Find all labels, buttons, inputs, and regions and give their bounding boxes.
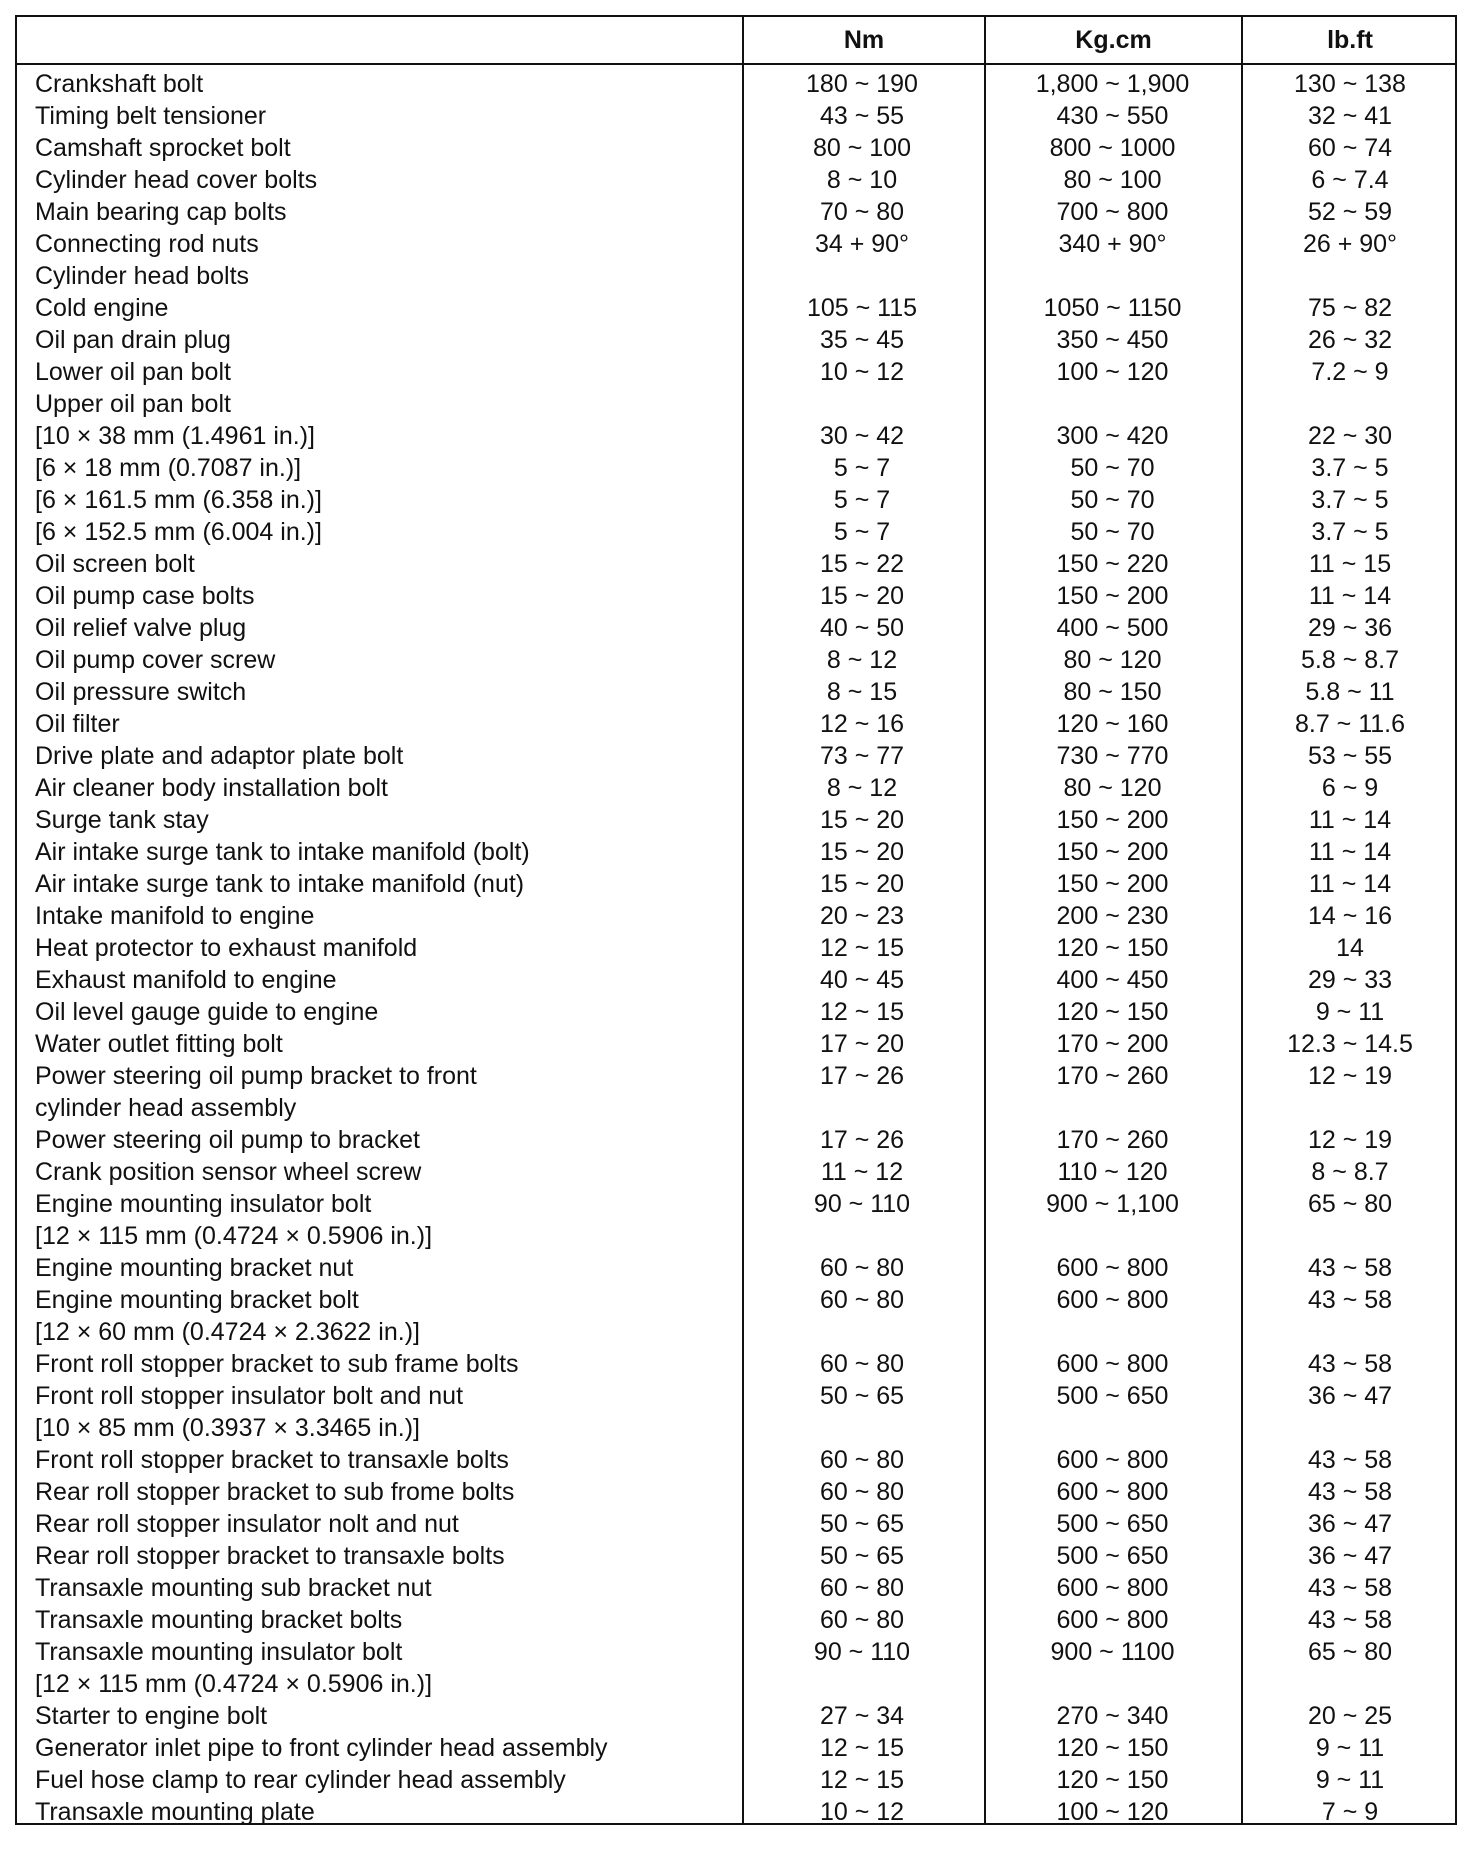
table-row	[17, 1572, 1455, 1604]
cell-lbft: 9 ~ 11	[1315, 1734, 1385, 1762]
cell-lbft	[1243, 1316, 1457, 1348]
cell-item: Cylinder head cover bolts	[35, 166, 318, 194]
cell-lbft: 43 ~ 58	[1307, 1286, 1393, 1314]
table-row	[17, 132, 1455, 164]
cell-item: Oil pressure switch	[35, 678, 247, 706]
cell-nm: 15 ~ 20	[819, 806, 905, 834]
cell-nm: 40 ~ 45	[819, 966, 905, 994]
cell-kgcm: 730 ~ 770	[1056, 742, 1169, 770]
cell-kgcm	[986, 388, 1239, 420]
header-item	[17, 17, 742, 63]
cell-nm: 5 ~ 7	[833, 486, 891, 514]
table-row	[17, 1540, 1455, 1572]
cell-lbft: 60 ~ 74	[1307, 134, 1393, 162]
cell-lbft: 65 ~ 80	[1307, 1638, 1393, 1666]
table-row	[17, 580, 1455, 612]
table-row	[17, 1316, 1455, 1348]
cell-item: Power steering oil pump bracket to front	[35, 1062, 477, 1090]
cell-item: Transaxle mounting plate	[35, 1798, 315, 1826]
cell-lbft: 3.7 ~ 5	[1311, 454, 1389, 482]
cell-item: Water outlet fitting bolt	[35, 1030, 283, 1058]
table-row	[17, 548, 1455, 580]
cell-lbft: 11 ~ 14	[1308, 870, 1392, 898]
cell-kgcm: 600 ~ 800	[1056, 1606, 1169, 1634]
cell-kgcm: 120 ~ 150	[1056, 1766, 1169, 1794]
cell-kgcm: 400 ~ 450	[1056, 966, 1169, 994]
cell-nm: 43 ~ 55	[819, 102, 905, 130]
table-row	[17, 68, 1455, 100]
cell-nm: 30 ~ 42	[819, 422, 905, 450]
cell-item: [12 × 115 mm (0.4724 × 0.5906 in.)]	[35, 1222, 433, 1250]
table-row	[17, 1764, 1455, 1796]
table-row	[17, 1220, 1455, 1252]
table-row	[17, 100, 1455, 132]
cell-item: Front roll stopper insulator bolt and nut	[35, 1382, 464, 1410]
cell-nm: 80 ~ 100	[812, 134, 911, 162]
cell-item: Main bearing cap bolts	[35, 198, 287, 226]
cell-lbft: 9 ~ 11	[1315, 998, 1385, 1026]
cell-kgcm: 500 ~ 650	[1056, 1382, 1169, 1410]
cell-lbft: 8.7 ~ 11.6	[1294, 710, 1406, 738]
cell-lbft: 29 ~ 36	[1307, 614, 1393, 642]
cell-item: Starter to engine bolt	[35, 1702, 268, 1730]
table-row	[17, 868, 1455, 900]
cell-lbft: 43 ~ 58	[1307, 1478, 1393, 1506]
cell-item: Oil pan drain plug	[35, 326, 231, 354]
table-row	[17, 932, 1455, 964]
cell-kgcm: 50 ~ 70	[1070, 486, 1155, 514]
cell-nm: 12 ~ 15	[819, 1766, 905, 1794]
cell-item: Camshaft sprocket bolt	[35, 134, 291, 162]
cell-nm: 17 ~ 20	[819, 1030, 905, 1058]
cell-item: Upper oil pan bolt	[35, 390, 231, 418]
cell-nm: 60 ~ 80	[819, 1478, 905, 1506]
cell-lbft: 43 ~ 58	[1307, 1446, 1393, 1474]
cell-kgcm: 350 ~ 450	[1056, 326, 1169, 354]
cell-lbft: 3.7 ~ 5	[1311, 518, 1389, 546]
cell-kgcm: 430 ~ 550	[1056, 102, 1169, 130]
cell-lbft: 12 ~ 19	[1307, 1126, 1393, 1154]
cell-lbft: 8 ~ 8.7	[1311, 1158, 1389, 1186]
table-row	[17, 1444, 1455, 1476]
cell-nm: 60 ~ 80	[819, 1286, 905, 1314]
table-row	[17, 996, 1455, 1028]
table-row	[17, 420, 1455, 452]
cell-lbft: 11 ~ 14	[1308, 582, 1392, 610]
cell-item: Rear roll stopper bracket to sub frome bolts	[35, 1478, 515, 1506]
cell-item: Oil screen bolt	[35, 550, 195, 578]
cell-lbft	[1243, 1668, 1457, 1700]
cell-nm: 27 ~ 34	[819, 1702, 905, 1730]
cell-kgcm	[986, 260, 1239, 292]
cell-lbft: 36 ~ 47	[1307, 1510, 1393, 1538]
cell-kgcm	[986, 1092, 1239, 1124]
cell-nm	[742, 1316, 982, 1348]
table-row	[17, 964, 1455, 996]
cell-kgcm: 150 ~ 220	[1056, 550, 1169, 578]
table-row	[17, 1796, 1455, 1828]
cell-nm: 11 ~ 12	[820, 1158, 904, 1186]
table-row	[17, 900, 1455, 932]
cell-kgcm: 170 ~ 260	[1056, 1062, 1169, 1090]
table-row	[17, 740, 1455, 772]
cell-kgcm	[986, 1412, 1239, 1444]
cell-kgcm: 600 ~ 800	[1056, 1446, 1169, 1474]
cell-lbft: 11 ~ 15	[1308, 550, 1392, 578]
cell-kgcm: 50 ~ 70	[1070, 454, 1155, 482]
cell-nm: 12 ~ 15	[819, 998, 905, 1026]
table-row	[17, 356, 1455, 388]
cell-nm: 10 ~ 12	[819, 1798, 905, 1826]
table-row	[17, 1604, 1455, 1636]
cell-nm: 8 ~ 12	[826, 774, 898, 802]
cell-item: Crank position sensor wheel screw	[35, 1158, 422, 1186]
table-row	[17, 516, 1455, 548]
table-row	[17, 1124, 1455, 1156]
table-row	[17, 644, 1455, 676]
cell-nm: 5 ~ 7	[833, 518, 891, 546]
cell-nm: 5 ~ 7	[833, 454, 891, 482]
cell-nm: 50 ~ 65	[819, 1382, 905, 1410]
cell-nm: 35 ~ 45	[819, 326, 905, 354]
cell-kgcm: 120 ~ 150	[1056, 1734, 1169, 1762]
cell-kgcm: 170 ~ 200	[1056, 1030, 1169, 1058]
cell-item: [6 × 161.5 mm (6.358 in.)]	[35, 486, 322, 514]
cell-nm: 60 ~ 80	[819, 1254, 905, 1282]
cell-nm: 60 ~ 80	[819, 1350, 905, 1378]
cell-item: [12 × 115 mm (0.4724 × 0.5906 in.)]	[35, 1670, 433, 1698]
cell-item: Engine mounting bracket bolt	[35, 1286, 359, 1314]
table-row	[17, 1156, 1455, 1188]
cell-item: Cold engine	[35, 294, 169, 322]
cell-kgcm: 600 ~ 800	[1056, 1350, 1169, 1378]
table-row	[17, 164, 1455, 196]
table-row	[17, 612, 1455, 644]
cell-item: Exhaust manifold to engine	[35, 966, 337, 994]
cell-lbft: 5.8 ~ 8.7	[1301, 646, 1399, 674]
cell-nm: 60 ~ 80	[819, 1606, 905, 1634]
table-row	[17, 484, 1455, 516]
cell-item: [10 × 38 mm (1.4961 in.)]	[35, 422, 316, 450]
cell-item: Transaxle mounting insulator bolt	[35, 1638, 403, 1666]
cell-item: Transaxle mounting bracket bolts	[35, 1606, 403, 1634]
cell-item: Engine mounting bracket nut	[35, 1254, 354, 1282]
cell-lbft: 53 ~ 55	[1307, 742, 1393, 770]
cell-nm: 15 ~ 22	[819, 550, 905, 578]
cell-kgcm: 150 ~ 200	[1056, 582, 1169, 610]
table-row	[17, 708, 1455, 740]
table-row	[17, 1380, 1455, 1412]
cell-item: Air intake surge tank to intake manifold (nut)	[35, 870, 525, 898]
cell-lbft: 3.7 ~ 5	[1311, 486, 1389, 514]
cell-kgcm: 80 ~ 120	[1063, 646, 1162, 674]
cell-lbft: 43 ~ 58	[1307, 1574, 1393, 1602]
cell-item: [6 × 152.5 mm (6.004 in.)]	[35, 518, 322, 546]
cell-nm	[742, 260, 982, 292]
cell-item: Intake manifold to engine	[35, 902, 315, 930]
cell-kgcm: 500 ~ 650	[1056, 1542, 1169, 1570]
cell-kgcm: 700 ~ 800	[1056, 198, 1169, 226]
table-row	[17, 1348, 1455, 1380]
cell-lbft: 26 + 90°	[1302, 230, 1398, 258]
cell-lbft: 11 ~ 14	[1308, 806, 1392, 834]
cell-lbft: 32 ~ 41	[1307, 102, 1393, 130]
cell-item: Power steering oil pump to bracket	[35, 1126, 420, 1154]
table-row	[17, 1092, 1455, 1124]
cell-kgcm: 600 ~ 800	[1056, 1574, 1169, 1602]
table-row	[17, 1476, 1455, 1508]
cell-kgcm: 340 + 90°	[1058, 230, 1167, 258]
cell-nm: 60 ~ 80	[819, 1446, 905, 1474]
cell-nm: 20 ~ 23	[819, 902, 905, 930]
cell-lbft: 11 ~ 14	[1308, 838, 1392, 866]
cell-nm: 15 ~ 20	[819, 838, 905, 866]
cell-nm	[742, 1668, 982, 1700]
cell-nm: 17 ~ 26	[819, 1126, 905, 1154]
cell-lbft	[1243, 1412, 1457, 1444]
cell-kgcm: 80 ~ 100	[1063, 166, 1162, 194]
cell-item: [6 × 18 mm (0.7087 in.)]	[35, 454, 302, 482]
cell-lbft: 43 ~ 58	[1307, 1254, 1393, 1282]
cell-kgcm: 100 ~ 120	[1056, 1798, 1169, 1826]
cell-kgcm: 80 ~ 120	[1063, 774, 1162, 802]
table-row	[17, 1508, 1455, 1540]
cell-kgcm: 1,800 ~ 1,900	[1035, 70, 1190, 98]
cell-lbft	[1243, 1220, 1457, 1252]
cell-item: Transaxle mounting sub bracket nut	[35, 1574, 432, 1602]
cell-item: Lower oil pan bolt	[35, 358, 231, 386]
table-row	[17, 1700, 1455, 1732]
torque-spec-table	[15, 15, 1457, 1825]
cell-kgcm	[986, 1316, 1239, 1348]
cell-kgcm: 200 ~ 230	[1056, 902, 1169, 930]
table-row	[17, 1668, 1455, 1700]
cell-kgcm: 900 ~ 1100	[1050, 1638, 1175, 1666]
cell-nm: 90 ~ 110	[813, 1190, 911, 1218]
table-row	[17, 1188, 1455, 1220]
cell-lbft: 12.3 ~ 14.5	[1287, 1030, 1413, 1058]
table-row	[17, 388, 1455, 420]
cell-nm: 50 ~ 65	[819, 1542, 905, 1570]
table-row	[17, 676, 1455, 708]
cell-item: Connecting rod nuts	[35, 230, 259, 258]
cell-kgcm: 110 ~ 120	[1057, 1158, 1168, 1186]
cell-kgcm	[986, 1220, 1239, 1252]
cell-lbft: 36 ~ 47	[1307, 1382, 1393, 1410]
cell-item: Crankshaft bolt	[35, 70, 204, 98]
cell-item: Drive plate and adaptor plate bolt	[35, 742, 404, 770]
cell-item: Surge tank stay	[35, 806, 209, 834]
cell-lbft: 7.2 ~ 9	[1311, 358, 1389, 386]
cell-kgcm: 80 ~ 150	[1063, 678, 1162, 706]
table-row	[17, 324, 1455, 356]
table-row	[17, 1060, 1455, 1092]
cell-item: Rear roll stopper bracket to transaxle bolts	[35, 1542, 505, 1570]
cell-kgcm: 150 ~ 200	[1056, 870, 1169, 898]
cell-lbft: 20 ~ 25	[1307, 1702, 1393, 1730]
cell-nm: 8 ~ 15	[826, 678, 898, 706]
cell-nm	[742, 1092, 982, 1124]
cell-nm: 73 ~ 77	[819, 742, 905, 770]
cell-nm	[742, 1220, 982, 1252]
cell-nm: 40 ~ 50	[819, 614, 905, 642]
cell-lbft: 12 ~ 19	[1307, 1062, 1393, 1090]
cell-lbft: 22 ~ 30	[1307, 422, 1393, 450]
cell-nm: 12 ~ 16	[819, 710, 905, 738]
cell-item: Air intake surge tank to intake manifold (bolt)	[35, 838, 530, 866]
cell-lbft: 75 ~ 82	[1307, 294, 1393, 322]
cell-item: Front roll stopper bracket to transaxle bolts	[35, 1446, 509, 1474]
cell-item: cylinder head assembly	[35, 1094, 297, 1122]
cell-lbft: 36 ~ 47	[1307, 1542, 1393, 1570]
cell-item: Oil pump cover screw	[35, 646, 276, 674]
cell-lbft: 29 ~ 33	[1307, 966, 1393, 994]
cell-lbft: 5.8 ~ 11	[1305, 678, 1395, 706]
cell-nm: 50 ~ 65	[819, 1510, 905, 1538]
cell-item: Rear roll stopper insulator nolt and nut	[35, 1510, 459, 1538]
cell-kgcm: 300 ~ 420	[1056, 422, 1169, 450]
cell-item: Heat protector to exhaust manifold	[35, 934, 418, 962]
table-row	[17, 772, 1455, 804]
cell-nm: 17 ~ 26	[819, 1062, 905, 1090]
table-row	[17, 1252, 1455, 1284]
cell-lbft: 6 ~ 7.4	[1311, 166, 1389, 194]
cell-kgcm: 500 ~ 650	[1056, 1510, 1169, 1538]
cell-kgcm: 170 ~ 260	[1056, 1126, 1169, 1154]
cell-lbft	[1243, 1092, 1457, 1124]
cell-nm: 8 ~ 10	[826, 166, 898, 194]
table-row	[17, 836, 1455, 868]
cell-nm: 60 ~ 80	[819, 1574, 905, 1602]
cell-item: Air cleaner body installation bolt	[35, 774, 388, 802]
cell-item: Fuel hose clamp to rear cylinder head assembly	[35, 1766, 566, 1794]
cell-nm: 8 ~ 12	[826, 646, 898, 674]
table-row	[17, 292, 1455, 324]
cell-kgcm: 900 ~ 1,100	[1046, 1190, 1179, 1218]
cell-lbft: 43 ~ 58	[1307, 1606, 1393, 1634]
table-row	[17, 1284, 1455, 1316]
cell-nm: 34 + 90°	[814, 230, 910, 258]
cell-nm: 105 ~ 115	[806, 294, 918, 322]
cell-lbft	[1243, 260, 1457, 292]
table-row	[17, 1636, 1455, 1668]
cell-kgcm: 800 ~ 1000	[1049, 134, 1176, 162]
cell-lbft: 130 ~ 138	[1294, 70, 1406, 98]
cell-nm: 12 ~ 15	[819, 1734, 905, 1762]
cell-kgcm: 270 ~ 340	[1056, 1702, 1169, 1730]
cell-item: [12 × 60 mm (0.4724 × 2.3622 in.)]	[35, 1318, 420, 1346]
header-lbft: lb.ft	[1327, 26, 1373, 54]
header-nm: Nm	[843, 26, 885, 54]
header-kgcm: Kg.cm	[1075, 26, 1152, 54]
header-divider	[17, 63, 1455, 65]
table-row	[17, 804, 1455, 836]
cell-item: Cylinder head bolts	[35, 262, 250, 290]
cell-kgcm: 150 ~ 200	[1056, 806, 1169, 834]
cell-lbft: 65 ~ 80	[1307, 1190, 1393, 1218]
cell-nm	[742, 388, 982, 420]
cell-kgcm: 120 ~ 150	[1056, 998, 1169, 1026]
cell-item: Oil filter	[35, 710, 120, 738]
cell-kgcm: 150 ~ 200	[1056, 838, 1169, 866]
cell-kgcm: 120 ~ 150	[1056, 934, 1169, 962]
cell-kgcm: 600 ~ 800	[1056, 1286, 1169, 1314]
cell-item: Oil pump case bolts	[35, 582, 255, 610]
cell-lbft: 14	[1336, 934, 1364, 962]
table-row	[17, 260, 1455, 292]
cell-lbft: 52 ~ 59	[1307, 198, 1393, 226]
cell-lbft	[1243, 388, 1457, 420]
cell-nm: 70 ~ 80	[819, 198, 905, 226]
cell-item: Generator inlet pipe to front cylinder head assembly	[35, 1734, 608, 1762]
cell-item: Engine mounting insulator bolt	[35, 1190, 372, 1218]
cell-nm: 180 ~ 190	[806, 70, 918, 98]
cell-kgcm: 600 ~ 800	[1056, 1254, 1169, 1282]
cell-nm: 10 ~ 12	[819, 358, 905, 386]
cell-kgcm: 1050 ~ 1150	[1043, 294, 1182, 322]
table-row	[17, 452, 1455, 484]
cell-kgcm	[986, 1668, 1239, 1700]
cell-lbft: 43 ~ 58	[1307, 1350, 1393, 1378]
table-row	[17, 196, 1455, 228]
table-row	[17, 1028, 1455, 1060]
cell-lbft: 14 ~ 16	[1307, 902, 1393, 930]
cell-kgcm: 600 ~ 800	[1056, 1478, 1169, 1506]
cell-lbft: 6 ~ 9	[1321, 774, 1379, 802]
cell-kgcm: 50 ~ 70	[1070, 518, 1155, 546]
cell-lbft: 7 ~ 9	[1321, 1798, 1379, 1826]
cell-kgcm: 400 ~ 500	[1056, 614, 1169, 642]
table-row	[17, 228, 1455, 260]
cell-item: Oil level gauge guide to engine	[35, 998, 379, 1026]
cell-nm: 90 ~ 110	[813, 1638, 911, 1666]
cell-nm: 15 ~ 20	[819, 582, 905, 610]
cell-kgcm: 120 ~ 160	[1056, 710, 1169, 738]
cell-lbft: 9 ~ 11	[1315, 1766, 1385, 1794]
cell-lbft: 26 ~ 32	[1307, 326, 1393, 354]
cell-item: Timing belt tensioner	[35, 102, 267, 130]
cell-item: Oil relief valve plug	[35, 614, 247, 642]
table-row	[17, 1732, 1455, 1764]
cell-nm: 15 ~ 20	[819, 870, 905, 898]
cell-item: Front roll stopper bracket to sub frame bolts	[35, 1350, 519, 1378]
cell-item: [10 × 85 mm (0.3937 × 3.3465 in.)]	[35, 1414, 420, 1442]
cell-nm	[742, 1412, 982, 1444]
table-row	[17, 1412, 1455, 1444]
cell-nm: 12 ~ 15	[819, 934, 905, 962]
cell-kgcm: 100 ~ 120	[1056, 358, 1169, 386]
